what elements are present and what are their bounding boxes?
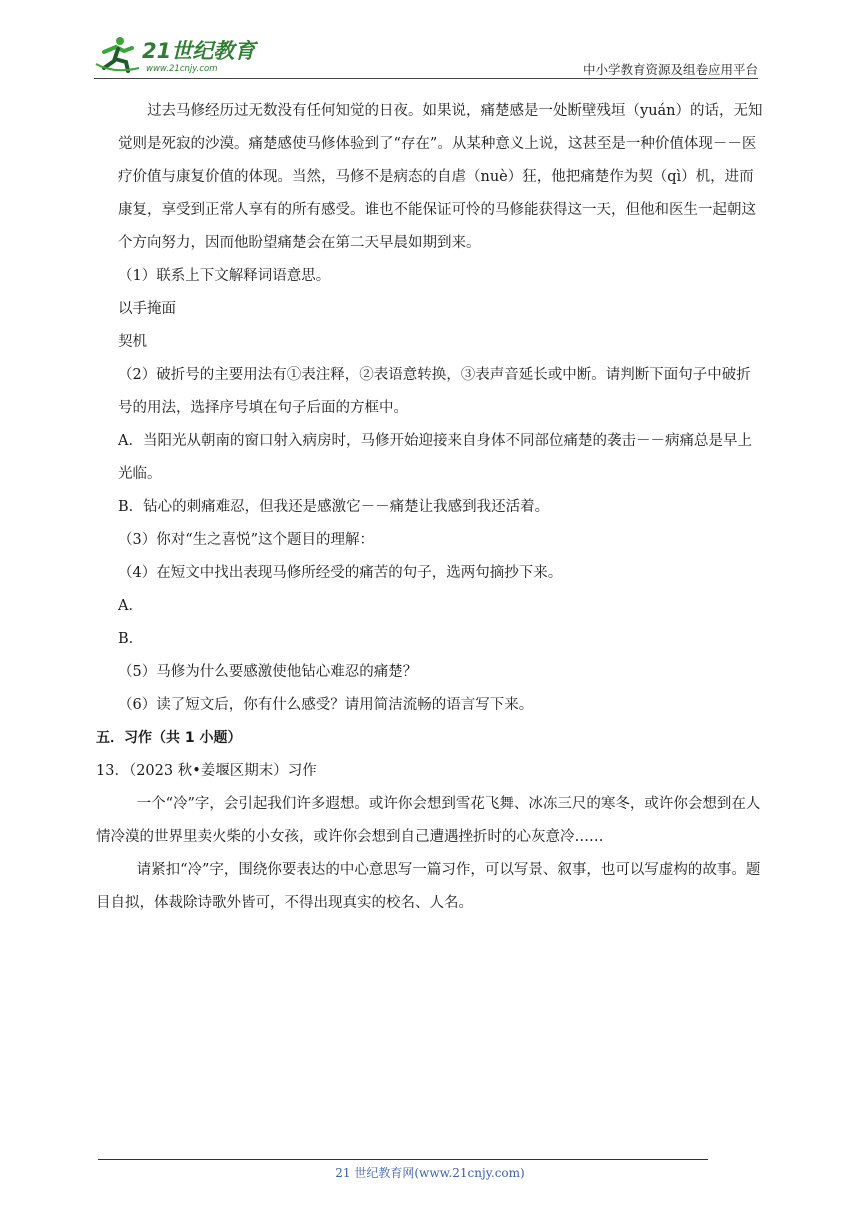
question-6: （6）读了短文后，你有什么感受？请用简洁流畅的语言写下来。 [118,697,534,713]
platform-title: 中小学教育资源及组卷应用平台 [582,62,758,77]
question-2: （2）破折号的主要用法有①表注释，②表语意转换，③表声音延长或中断。请判断下面句子中破折号的用法，选择序号填在句子后面的方框中。 [118,367,751,416]
question-1: （1）联系上下文解释词语意思。 [118,268,331,284]
question-13-title: 13．（2023 秋•姜堰区期末）习作 [96,763,317,779]
question-3: （3）你对“生之喜悦”这个题目的理解： [118,532,375,548]
question-2-option-b: B．钻心的刺痛难忍，但我还是感激它－－痛楚让我感到我还活着。 [118,499,550,515]
reading-passage-paragraph: 过去马修经历过无数没有任何知觉的日夜。如果说，痛楚感是一处断壁残垣（yuán）的话，无知觉则是死寂的沙漠。痛楚感使马修体验到了“存在”。从某种意义上说，这甚至是一种价值体现－－医疗价值与康复价值的体现。当然，马修不是病态的自虐（nuè）狂，他把痛楚作为契（qì）机，进而康复，享受到正常人享有的所有感受。谁也不能保证可怜的马修能获得这一天，但他和医生一起朝这个方向努力，因而他盼望痛楚会在第二天早晨如期到来。 [118,103,763,251]
site-logo [94,34,259,74]
svg-text:21世纪教育: 21世纪教育 [142,39,256,63]
section-5-heading: 五．习作（共 1 小题） [96,730,242,746]
svg-text:www.21cnjy.com: www.21cnjy.com [146,64,218,74]
footer-divider [98,1159,708,1160]
question-4-answer-b: B． [118,631,144,647]
question-1-word-2: 契机 [118,334,147,350]
question-2-option-a: A．当阳光从朝南的窗口射入病房时，马修开始迎接来自身体不同部位痛楚的袭击－－病痛总是早上光临。 [118,433,752,482]
header-divider [94,78,758,79]
question-13-paragraph-1: 一个“冷”字，会引起我们许多遐想。或许你会想到雪花飞舞、冰冻三尺的寒冬，或许你会想到在人情冷漠的世界里卖火柴的小女孩，或许你会想到自己遭遇挫折时的心灰意冷…… [96,796,761,845]
question-5: （5）马修为什么要感激使他钻心难忍的痛楚？ [118,664,418,680]
page-header [94,30,758,78]
question-4-answer-a: A． [118,598,143,614]
footer-link[interactable]: 21 世纪教育网(www.21cnjy.com) [335,1166,525,1180]
question-4: （4）在短文中找出表现马修所经受的痛苦的句子，选两句摘抄下来。 [118,565,563,581]
question-1-word-1: 以手掩面 [118,301,176,317]
document-body [96,95,763,920]
question-13-paragraph-2: 请紧扣“冷”字，围绕你要表达的中心意思写一篇习作，可以写景、叙事，也可以写虚构的故事。题目自拟，体裁除诗歌外皆可，不得出现真实的校名、人名。 [96,862,761,911]
